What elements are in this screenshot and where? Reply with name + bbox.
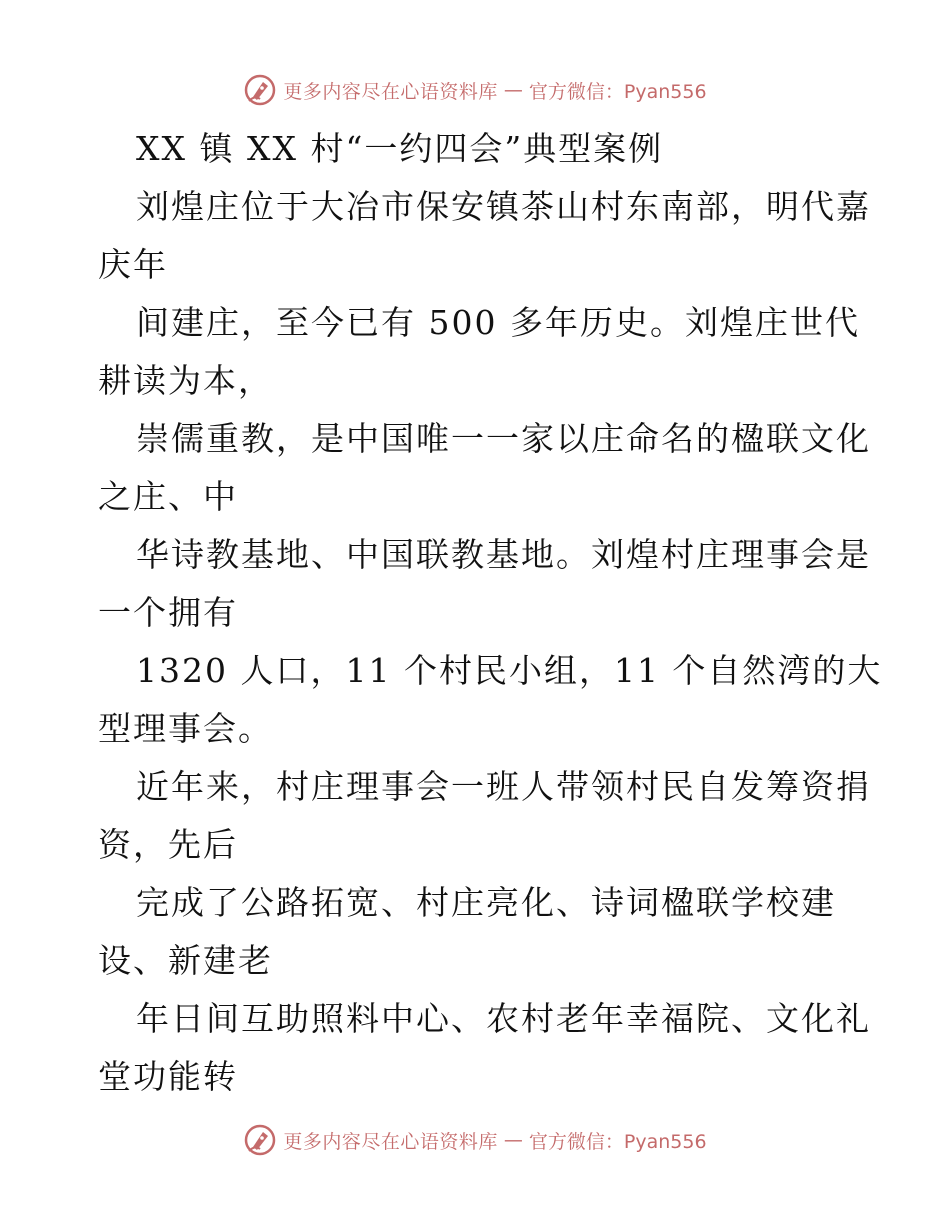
document-title: XX 镇 XX 村“一约四会”典型案例 [136, 129, 664, 168]
header-watermark [0, 70, 950, 110]
document-body [98, 120, 883, 1106]
paragraph-line: 年日间互助照料中心、农村老年幸福院、文化礼 [136, 999, 871, 1038]
paragraph-line: 间建庄，至今已有 500 多年历史。刘煌庄世代 [136, 303, 860, 342]
paragraph-line: 型理事会。 [98, 709, 273, 748]
pen-nib-logo-icon [243, 73, 277, 107]
paragraph-line: 刘煌庄位于大冶市保安镇茶山村东南部，明代嘉 [136, 187, 871, 226]
paragraph-line: 近年来，村庄理事会一班人带领村民自发筹资捐 [136, 767, 871, 806]
paragraph-line: 华诗教基地、中国联教基地。刘煌村庄理事会是 [136, 535, 871, 574]
watermark-text: 更多内容尽在心语资料库 [283, 80, 498, 103]
paragraph-line: 崇儒重教，是中国唯一一家以庄命名的楹联文化 [136, 419, 871, 458]
paragraph-line: 耕读为本， [98, 361, 273, 400]
paragraph-line: 之庄、中 [98, 477, 238, 516]
paragraph-line: 堂功能转 [98, 1057, 238, 1096]
watermark-separator: — [503, 79, 523, 101]
watermark-wechat: 官方微信：Pyan556 [528, 1130, 707, 1153]
paragraph-line: 庆年 [98, 245, 168, 284]
paragraph-line: 完成了公路拓宽、村庄亮化、诗词楹联学校建 [136, 883, 836, 922]
pen-nib-logo-icon [243, 1123, 277, 1157]
paragraph-line: 设、新建老 [98, 941, 273, 980]
footer-watermark [0, 1120, 950, 1160]
paragraph-line: 一个拥有 [98, 593, 238, 632]
watermark-separator: — [503, 1129, 523, 1151]
paragraph-line: 资，先后 [98, 825, 238, 864]
watermark-wechat: 官方微信：Pyan556 [528, 80, 707, 103]
paragraph-line: 1320 人口，11 个村民小组，11 个自然湾的大 [136, 651, 883, 690]
watermark-text: 更多内容尽在心语资料库 [283, 1130, 498, 1153]
